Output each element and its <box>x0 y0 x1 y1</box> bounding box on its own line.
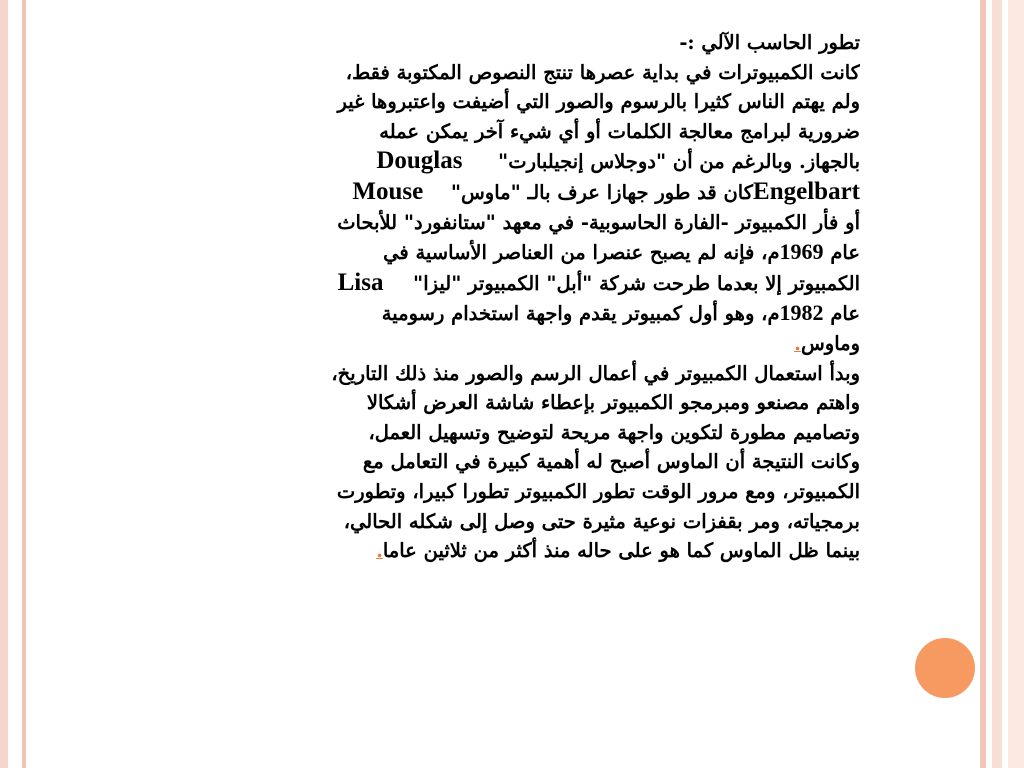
text-segment: وماوس <box>800 331 860 355</box>
text-line: وتصاميم مطورة لتكوين واجهة مريحة لتوضيح وتسهيل العمل، <box>368 420 860 444</box>
right-border-stripe <box>992 0 1002 768</box>
right-border-line <box>980 0 986 768</box>
text-segment: م، وهو أول كمبيوتر يقدم واجهة استخدام رسومية <box>381 302 780 326</box>
latin-name: Engelbart <box>753 177 860 205</box>
year-value: 1969 <box>779 239 824 265</box>
text-segment: بالجهاز. وبالرغم من أن "دوجلاس إنجيلبارت" <box>498 150 860 174</box>
right-border-edge <box>1008 0 1024 768</box>
text-line: وبدأ استعمال الكمبيوتر في أعمال الرسم والصور منذ ذلك التاريخ، <box>331 361 860 385</box>
text-line: الكمبيوتر، ومع مرور الوقت تطور الكمبيوتر تطورا كبيرا، وتطورت <box>336 479 860 503</box>
text-line: أو فأر الكمبيوتر -الفارة الحاسوبية- في معهد "ستانفورد" للأبحاث <box>337 210 860 234</box>
text-line <box>118 329 860 359</box>
text-segment: كان قد طور جهازا عرف بالـ "ماوس" <box>450 180 754 204</box>
text-line <box>118 298 860 329</box>
text-segment: عام <box>830 302 860 326</box>
text-segment: م، فإنه لم يصبح عنصرا من العناصر الأساسية في <box>383 241 780 265</box>
left-border-stripe <box>0 0 8 768</box>
text-line <box>118 536 860 566</box>
text-line: كانت الكمبيوترات في بداية عصرها تنتج النصوص المكتوبة فقط، <box>345 60 860 84</box>
text-segment: الكمبيوتر إلا بعدما طرحت شركة "أبل" الكمبيوتر "ليزا" <box>413 271 860 295</box>
text-line <box>118 177 860 208</box>
text-line <box>118 268 860 299</box>
text-line: واهتم مصنعو ومبرمجو الكمبيوتر بإعطاء شاشة العرض أشكالا <box>366 391 860 415</box>
text-segment: بينما ظل الماوس كما هو على حاله منذ أكثر من ثلاثين عاما <box>382 539 860 563</box>
latin-name: Lisa <box>337 268 384 296</box>
accent-circle <box>915 638 975 698</box>
text-line: ولم يهتم الناس كثيرا بالرسوم والصور التي أضيفت واعتبروها غير <box>337 90 860 114</box>
end-dot-link[interactable]: . <box>376 539 383 563</box>
latin-name: Douglas <box>376 147 463 175</box>
latin-term: Mouse <box>352 177 424 205</box>
slide-title: تطور الحاسب الآلي :- <box>679 31 860 54</box>
text-line: برمجياته، ومر بقفزات نوعية مثيرة حتى وصل إلى شكله الحالي، <box>343 509 860 533</box>
paragraph-2 <box>118 359 860 566</box>
text-line <box>118 146 860 177</box>
text-line <box>118 237 860 268</box>
left-border-line <box>22 0 26 768</box>
slide-body <box>118 28 860 566</box>
paragraph-1 <box>118 58 860 359</box>
text-segment: عام <box>830 241 860 265</box>
text-line: ضرورية لبرامج معالجة الكلمات أو أي شيء آخر يمكن عمله <box>379 119 860 143</box>
text-line: وكانت النتيجة أن الماوس أصبح له أهمية كبيرة في التعامل مع <box>362 450 860 474</box>
year-value: 1982 <box>779 300 824 326</box>
end-dot-link[interactable]: . <box>794 331 801 355</box>
